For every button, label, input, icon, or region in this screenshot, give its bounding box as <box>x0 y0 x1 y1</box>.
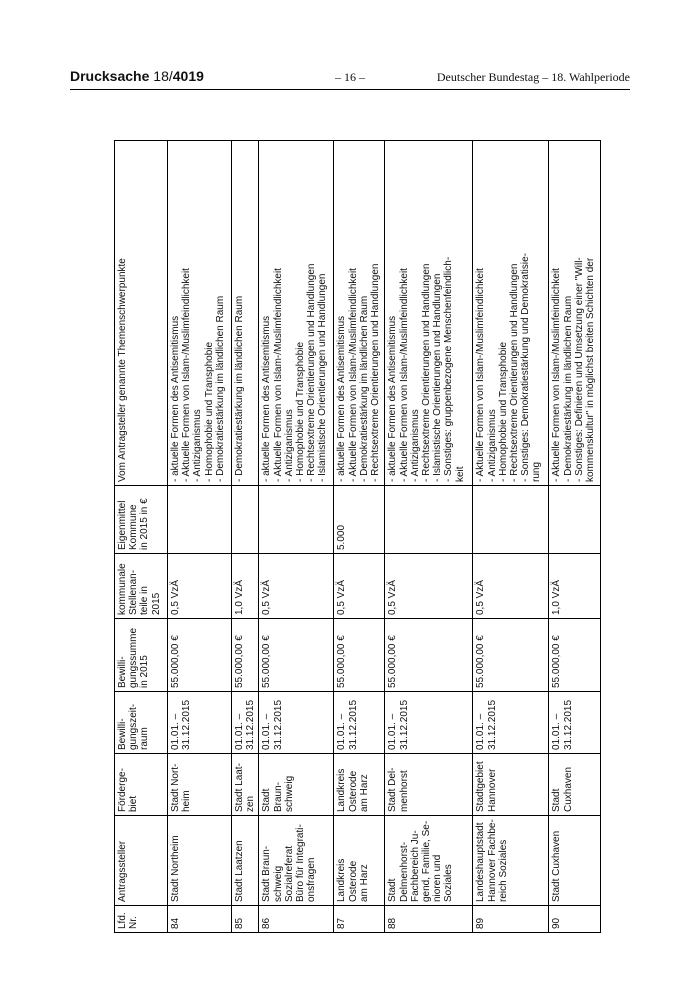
cell-stellen: 0,5 VzÄ <box>334 554 385 619</box>
cell-zeitraum: 01.01. – 31.12.2015 <box>334 692 385 754</box>
cell-summe: 55.000,00 € <box>473 619 549 692</box>
cell-eigenmittel <box>259 486 334 554</box>
header-rule <box>70 89 630 90</box>
cell-stellen: 1,0 VzÄ <box>549 554 601 619</box>
cell-stellen: 0,5 VzÄ <box>168 554 232 619</box>
cell-foerdergebiet: Stadt Cuxhaven <box>549 754 601 816</box>
col-header-foerdergebiet: Förderge- biet <box>115 754 168 816</box>
cell-summe: 55.000,00 € <box>232 619 259 692</box>
cell-nr: 84 <box>168 906 232 933</box>
cell-summe: 55.000,00 € <box>168 619 232 692</box>
cell-antragsteller: Stadt Delmenhorst- Fachbereich Ju- gend, Familie, Se- nioren und Soziales <box>385 816 473 906</box>
page-number: – 16 – <box>335 70 365 84</box>
cell-themen: - aktuelle Formen des Antisemitismus - Aktuelle Formen von Islam-/Muslimfeindlichkeit - Antiziganismus - Rechtsextreme Orientierungen und Handlungen - Islamistische Orientierungen und Handlungen - Sonstiges: gruppenbezogene Menschenfeindlich- keit <box>385 141 473 486</box>
cell-nr: 90 <box>549 906 601 933</box>
cell-stellen: 0,5 VzÄ <box>385 554 473 619</box>
table-row <box>473 141 549 933</box>
publisher-label: Deutscher Bundestag – 18. Wahlperiode <box>436 70 630 84</box>
cell-antragsteller: Stadt Cuxhaven <box>549 816 601 906</box>
cell-themen: - aktuelle Formen des Antisemitismus - Aktuelle Formen von Islam-/Muslimfeindlichkeit - Demokratiestärkung im ländlichen Raum - Rechtsextreme Orientierungen und Handlungen <box>334 141 385 486</box>
cell-summe: 55.000,00 € <box>334 619 385 692</box>
cell-nr: 85 <box>232 906 259 933</box>
cell-foerdergebiet: Stadtgebiet Hannover <box>473 754 549 816</box>
cell-themen: - Demokratiestärkung im ländlichen Raum <box>232 141 259 486</box>
cell-foerdergebiet: Stadt Braun- schweig <box>259 754 334 816</box>
cell-zeitraum: 01.01. – 31.12.2015 <box>259 692 334 754</box>
cell-antragsteller: Stadt Laatzen <box>232 816 259 906</box>
cell-foerdergebiet: Stadt Nort- heim <box>168 754 232 816</box>
table-header-row <box>115 141 168 933</box>
cell-nr: 89 <box>473 906 549 933</box>
table-row <box>385 141 473 933</box>
table-row <box>334 141 385 933</box>
cell-themen: - Aktuelle Formen von Islam-/Muslimfeindlichkeit - Antiziganismus - Homophobie und Transphobie - Rechtsextreme Orientierungen und Handlungen - Sonstiges: Demokratiestärkung und Demokratisie- rung <box>473 141 549 486</box>
col-header-antragsteller: Antragssteller <box>115 816 168 906</box>
cell-summe: 55.000,00 € <box>385 619 473 692</box>
cell-eigenmittel <box>385 486 473 554</box>
cell-antragsteller: Stadt Braun- schweig Sozialreferat Büro für Integrati- onsfragen <box>259 816 334 906</box>
cell-themen: - aktuelle Formen des Antisemitismus - Aktuelle Formen von Islam-/Muslimfeindlichkeit - Antiziganismus - Homophobie und Transphobie - Demokratiestärkung im ländlichen Raum <box>168 141 232 486</box>
cell-eigenmittel: 5.000 <box>334 486 385 554</box>
cell-stellen: 0,5 VzÄ <box>473 554 549 619</box>
col-header-eigenmittel: Eigenmittel Kommune in 2015 in € <box>115 486 168 554</box>
cell-zeitraum: 01.01. – 31.12.2015 <box>168 692 232 754</box>
col-header-nr: Lfd. Nr. <box>115 906 168 933</box>
col-header-summe: Bewilli- gungssumme in 2015 <box>115 619 168 692</box>
cell-foerdergebiet: Stadt Laat- zen <box>232 754 259 816</box>
table-landscape <box>114 141 596 933</box>
doc-number-prefix: 18/ <box>153 68 173 84</box>
cell-zeitraum: 01.01. – 31.12.2015 <box>385 692 473 754</box>
cell-zeitraum: 01.01. – 31.12.2015 <box>549 692 601 754</box>
cell-foerdergebiet: Landkreis Osterode am Harz <box>334 754 385 816</box>
table-row <box>232 141 259 933</box>
cell-zeitraum: 01.01. – 31.12.2015 <box>232 692 259 754</box>
cell-eigenmittel <box>232 486 259 554</box>
cell-nr: 88 <box>385 906 473 933</box>
table-row <box>168 141 232 933</box>
cell-eigenmittel <box>473 486 549 554</box>
doc-number: 4019 <box>172 68 204 84</box>
cell-eigenmittel <box>549 486 601 554</box>
cell-antragsteller: Landeshauptstadt Hannover Fachbe- reich Soziales <box>473 816 549 906</box>
cell-stellen: 0,5 VzÄ <box>259 554 334 619</box>
cell-nr: 87 <box>334 906 385 933</box>
col-header-zeitraum: Bewilli- gungszeit- raum <box>115 692 168 754</box>
table-row <box>549 141 601 933</box>
rotated-table-frame <box>114 141 596 933</box>
col-header-themen: Vom Antragsteller genannte Themenschwerpunkte <box>115 141 168 486</box>
cell-summe: 55.000,00 € <box>549 619 601 692</box>
page-header <box>70 68 630 90</box>
cell-stellen: 1,0 VzÄ <box>232 554 259 619</box>
cell-summe: 55.000,00 € <box>259 619 334 692</box>
col-header-stellen: kommunale Stellenan- teile in 2015 <box>115 554 168 619</box>
doc-label-text: Drucksache <box>70 68 150 84</box>
cell-nr: 86 <box>259 906 334 933</box>
cell-themen: - aktuelle Formen des Antisemitismus - Aktuelle Formen von Islam-/Muslimfeindlichkeit - Antiziganismus - Homophobie und Transphobie - Rechtsextreme Orientierungen und Handlungen - Islamistische Orientierungen und Handlungen <box>259 141 334 486</box>
cell-antragsteller: Stadt Northeim <box>168 816 232 906</box>
cell-eigenmittel <box>168 486 232 554</box>
cell-zeitraum: 01.01. – 31.12.2015 <box>473 692 549 754</box>
cell-themen: - Aktuelle Formen von Islam-/Muslimfeindlichkeit - Demokratiestärkung im ländlichen Raum - Sonstiges: Definieren und Umsetzung einer "Will- kommenskultur" in möglichst breiten Schichten der <box>549 141 601 486</box>
cell-antragsteller: Landkreis Osterode am Harz <box>334 816 385 906</box>
funding-table <box>114 140 601 933</box>
cell-foerdergebiet: Stadt Del- menhorst <box>385 754 473 816</box>
table-row <box>259 141 334 933</box>
